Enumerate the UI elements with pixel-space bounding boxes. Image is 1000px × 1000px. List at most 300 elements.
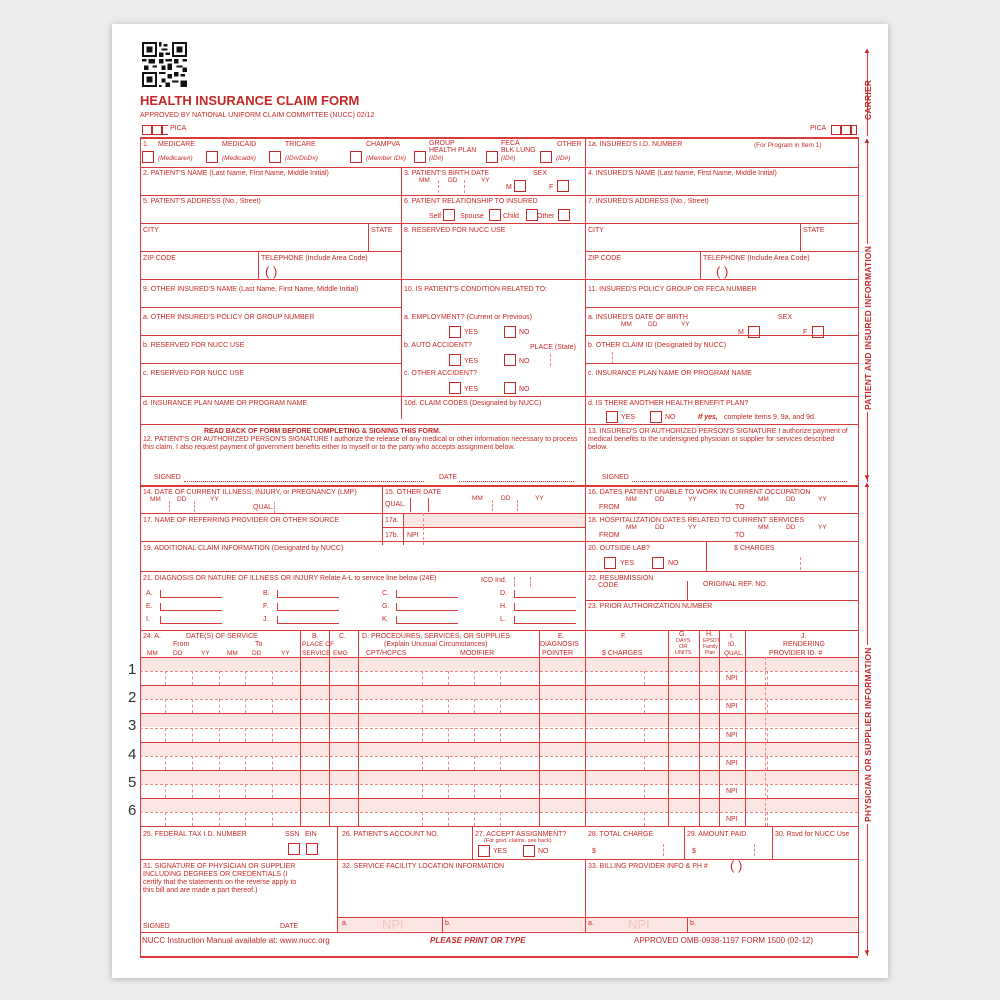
service-field-divider — [500, 812, 501, 826]
h24-d4: MODIFIER — [460, 650, 495, 657]
ein-label: EIN — [305, 831, 317, 838]
state7-label: STATE — [803, 227, 825, 234]
item11d-label: d. IS THERE ANOTHER HEALTH BENEFIT PLAN? — [588, 400, 749, 407]
service-date-divider — [219, 756, 220, 770]
service-date-divider — [165, 699, 166, 713]
service-line-number: 6 — [128, 802, 137, 819]
h24-b2: SERVICE — [302, 650, 331, 657]
pica-box-left-1[interactable] — [142, 125, 152, 135]
h24-d: D. PROCEDURES, SERVICES, OR SUPPLIES — [362, 633, 511, 640]
h24-f1: $ CHARGES — [602, 650, 643, 657]
item9a-label: a. OTHER INSURED'S POLICY OR GROUP NUMBER — [143, 314, 315, 321]
service-line-shaded[interactable] — [141, 658, 858, 671]
service-line-shaded[interactable] — [141, 799, 858, 812]
auto-no-label: NO — [519, 358, 530, 365]
medicaid-sub: (Medicaid#) — [222, 155, 256, 162]
service-date-divider — [219, 728, 220, 742]
diagnosis-letter: F. — [263, 603, 269, 610]
item3-sex: SEX — [533, 170, 548, 177]
service-date-divider — [165, 784, 166, 798]
item22-label: 22. RESUBMISSION — [588, 575, 654, 582]
item33-label: 33. BILLING PROVIDER INFO & PH # — [588, 863, 708, 870]
outside-lab-no-checkbox[interactable] — [652, 557, 664, 569]
employment-yes-checkbox[interactable] — [449, 326, 461, 338]
item32-a: a. — [342, 920, 348, 927]
spouse-checkbox[interactable] — [489, 209, 501, 221]
item9b-label: b. RESERVED FOR NUCC USE — [143, 342, 245, 349]
service-field-divider — [474, 756, 475, 770]
zip-label: ZIP CODE — [143, 255, 176, 262]
accept-no-label: NO — [538, 848, 549, 855]
other-plan-yes-checkbox[interactable] — [606, 411, 618, 423]
item22-code: CODE — [598, 582, 619, 589]
ssn-label: SSN — [285, 831, 300, 838]
item9-label: 9. OTHER INSURED'S NAME (Last Name, First Name, Middle Initial) — [143, 286, 359, 293]
other-sub: (ID#) — [556, 155, 571, 162]
service-date-divider — [245, 784, 246, 798]
h24-b: B. — [312, 633, 319, 640]
other-accident-yes-label: YES — [464, 386, 479, 393]
service-line-npi: NPI — [726, 731, 738, 739]
patient-side-label: PATIENT AND INSURED INFORMATION — [863, 245, 873, 410]
service-line-number: 1 — [128, 661, 137, 678]
service-field-divider — [500, 699, 501, 713]
h24-g2: OR — [679, 644, 688, 650]
service-date-divider — [245, 812, 246, 826]
insured-female-checkbox[interactable] — [812, 326, 824, 338]
telephone-label: TELEPHONE (Include Area Code) — [261, 255, 368, 262]
service-field-divider — [422, 671, 423, 685]
service-date-divider — [272, 671, 273, 685]
physician-arrow-bottom-icon: ▼ — [863, 948, 871, 957]
item33-a: a. — [588, 920, 594, 927]
diagnosis-letter: E. — [146, 603, 153, 610]
item18-mm1: MM — [626, 524, 637, 531]
champva-sub: (Member ID#) — [366, 155, 407, 162]
item9d-label: d. INSURANCE PLAN NAME OR PROGRAM NAME — [143, 400, 308, 407]
pica-box-left-2[interactable] — [152, 125, 162, 135]
service-date-divider — [272, 699, 273, 713]
h24-h3: Plan — [705, 650, 716, 656]
diagnosis-field[interactable] — [277, 597, 339, 598]
diagnosis-field[interactable] — [277, 610, 339, 611]
diagnosis-field-tick — [277, 616, 278, 623]
service-line-shaded[interactable] — [141, 743, 858, 756]
item11a-dd: DD — [648, 321, 658, 328]
item6-label: 6. PATIENT RELATIONSHIP TO INSURED — [404, 198, 538, 205]
service-field-divider — [422, 756, 423, 770]
item29-dollar: $ — [692, 848, 696, 855]
h24-b1: PLACE OF — [302, 641, 335, 648]
item1a-label: 1a. INSURED'S I.D. NUMBER — [588, 141, 683, 148]
service-date-divider — [219, 671, 220, 685]
diagnosis-field-tick — [396, 616, 397, 623]
h24-h1: EPSDT — [703, 638, 720, 644]
h24-d3: CPT/HCPCS — [366, 650, 407, 657]
telephone7-paren: ( ) — [716, 264, 729, 279]
diagnosis-letter: A. — [146, 590, 153, 597]
h24-e: E. — [558, 633, 565, 640]
other-plan-no-checkbox[interactable] — [650, 411, 662, 423]
item5-label: 5. PATIENT'S ADDRESS (No., Street) — [143, 198, 261, 205]
form-title: HEALTH INSURANCE CLAIM FORM — [140, 93, 360, 108]
service-date-divider — [272, 756, 273, 770]
service-field-divider — [422, 812, 423, 826]
h24-g1: DAYS — [676, 638, 691, 644]
zip7-label: ZIP CODE — [588, 255, 621, 262]
item17a-label: 17a. — [385, 517, 399, 524]
h24-g3: UNITS — [675, 650, 692, 656]
original-ref-label: ORIGINAL REF. NO. — [703, 581, 768, 588]
service-date-divider — [245, 728, 246, 742]
item9c-label: c. RESERVED FOR NUCC USE — [143, 370, 244, 377]
spouse-label: Spouse — [460, 213, 484, 220]
champva-label: CHAMPVA — [366, 141, 401, 148]
service-field-divider — [422, 728, 423, 742]
diagnosis-field-tick — [396, 590, 397, 597]
employment-yes-label: YES — [464, 329, 479, 336]
service-date-divider — [272, 812, 273, 826]
item18-dd1: DD — [655, 524, 665, 531]
h24-dd1: DD — [173, 650, 183, 657]
self-label: Self — [429, 213, 442, 220]
item31-text: 31. SIGNATURE OF PHYSICIAN OR SUPPLIER INCLUDING DEGREES OR CREDENTIALS (I certify that the statements on the reverse apply to this bill and are made a part thereof.) — [143, 863, 297, 894]
item16-mm2: MM — [758, 496, 769, 503]
carrier-arrow-top-icon: ▲ — [863, 46, 871, 55]
service-line-mid-rule — [140, 812, 858, 813]
telephone7-label: TELEPHONE (Include Area Code) — [703, 255, 810, 262]
service-field-divider — [448, 812, 449, 826]
h24-label: 24. A. — [143, 633, 161, 640]
item3-m-label: M — [506, 184, 512, 191]
pica-box-right-1[interactable] — [831, 125, 841, 135]
service-field-divider — [448, 784, 449, 798]
ssn-checkbox[interactable] — [288, 843, 300, 855]
h24-f: F. — [621, 633, 627, 640]
item32-b: b. — [445, 920, 451, 927]
service-date-divider — [245, 699, 246, 713]
service-field-divider — [644, 728, 645, 742]
service-date-divider — [272, 728, 273, 742]
h24-yy1: YY — [201, 650, 210, 657]
service-field-divider — [448, 699, 449, 713]
item3-f-label: F — [549, 184, 554, 191]
auto-yes-checkbox[interactable] — [449, 354, 461, 366]
footer-right: APPROVED OMB-0938-1197 FORM 1500 (02-12) — [634, 936, 814, 945]
medicaid-checkbox[interactable] — [206, 151, 218, 163]
diagnosis-field[interactable] — [396, 623, 458, 624]
pica-right-label: PICA — [810, 125, 827, 132]
service-date-divider — [192, 812, 193, 826]
self-checkbox[interactable] — [443, 209, 455, 221]
if-yes-rest: complete items 9, 9a, and 9d. — [724, 414, 816, 421]
carrier-side-label: CARRIER — [863, 79, 873, 120]
service-line-mid-rule — [140, 756, 858, 757]
h24-c: C. — [339, 633, 346, 640]
item10d-label: 10d. CLAIM CODES (Designated by NUCC) — [404, 400, 542, 407]
feca-checkbox[interactable] — [486, 151, 498, 163]
service-field-divider — [767, 671, 768, 685]
service-line-npi: NPI — [726, 703, 738, 711]
item11-label: 11. INSURED'S POLICY GROUP OR FECA NUMBER — [588, 286, 757, 293]
champva-checkbox[interactable] — [350, 151, 362, 163]
diagnosis-field[interactable] — [396, 597, 458, 598]
group-label: GROUP — [429, 140, 455, 147]
outside-lab-yes-label: YES — [620, 560, 635, 567]
h24-i1: ID. — [728, 641, 737, 648]
state-label: STATE — [371, 227, 393, 234]
h24-g: G. — [679, 631, 687, 638]
telephone-paren: ( ) — [265, 264, 278, 279]
item33-b: b. — [690, 920, 696, 927]
service-field-divider — [474, 812, 475, 826]
service-line-number: 5 — [128, 773, 137, 791]
service-field-divider — [422, 784, 423, 798]
service-date-divider — [272, 784, 273, 798]
feca-sub: (ID#) — [501, 155, 516, 162]
service-date-divider — [165, 728, 166, 742]
diagnosis-field-tick — [160, 616, 161, 623]
item16-mm1: MM — [626, 496, 637, 503]
item11a-m-label: M — [738, 329, 744, 336]
item10-label: 10. IS PATIENT'S CONDITION RELATED TO: — [404, 286, 548, 293]
item12-date-label: DATE — [439, 474, 458, 481]
diagnosis-field-tick — [160, 603, 161, 610]
service-line-shaded[interactable] — [141, 686, 858, 699]
outside-lab-yes-checkbox[interactable] — [604, 557, 616, 569]
diagnosis-field-tick — [514, 616, 515, 623]
group-checkbox[interactable] — [414, 151, 426, 163]
diagnosis-field[interactable] — [160, 610, 222, 611]
service-j-divider — [765, 657, 766, 826]
diagnosis-letter: C. — [382, 590, 389, 597]
item12-text: 12. PATIENT'S OR AUTHORIZED PERSON'S SIGNATURE I authorize the release of any medical or other information necessary to process this claim. I also request payment of government benefits either to myself or to the party who accepts assignment below. — [143, 436, 578, 451]
diagnosis-field[interactable] — [160, 623, 222, 624]
qr-code-icon — [142, 42, 187, 87]
other-rel-checkbox[interactable] — [558, 209, 570, 221]
group-label-2: HEALTH PLAN — [429, 147, 477, 154]
item17-label: 17. NAME OF REFERRING PROVIDER OR OTHER SOURCE — [143, 517, 340, 524]
item3-yy: YY — [481, 177, 490, 184]
item16-from: FROM — [599, 504, 620, 511]
service-field-divider — [500, 728, 501, 742]
service-line-npi: NPI — [726, 816, 738, 824]
diagnosis-letter: H. — [500, 603, 507, 610]
item18-yy1: YY — [688, 524, 697, 531]
service-field-divider — [448, 728, 449, 742]
diagnosis-letter: I. — [146, 616, 150, 623]
item3-dd: DD — [448, 177, 458, 184]
h24-j2: PROVIDER ID. # — [769, 650, 823, 657]
item12-signed-label: SIGNED — [154, 474, 181, 481]
item23-label: 23. PRIOR AUTHORIZATION NUMBER — [588, 603, 713, 610]
item18-label: 18. HOSPITALIZATION DATES RELATED TO CURRENT SERVICES — [588, 517, 805, 524]
item33-npi: NPI — [628, 917, 650, 932]
item16-label: 16. DATES PATIENT UNABLE TO WORK IN CURRENT OCCUPATION — [588, 489, 811, 496]
city-label: CITY — [143, 227, 159, 234]
item11a-yy: YY — [681, 321, 690, 328]
item16-dd1: DD — [655, 496, 665, 503]
accept-no-checkbox[interactable] — [523, 845, 535, 857]
item14-dd: DD — [177, 496, 187, 503]
diagnosis-field-tick — [277, 603, 278, 610]
service-line-mid-rule — [140, 699, 858, 700]
patient-arrow-bottom-icon: ▼ — [863, 473, 871, 482]
diagnosis-field[interactable] — [277, 623, 339, 624]
approved-by-text: APPROVED BY NATIONAL UNIFORM CLAIM COMMITTEE (NUCC) 02/12 — [140, 112, 375, 119]
item18-to: TO — [735, 532, 745, 539]
city7-label: CITY — [588, 227, 604, 234]
item7-label: 7. INSURED'S ADDRESS (No., Street) — [588, 198, 709, 205]
diagnosis-field[interactable] — [514, 623, 576, 624]
item21-label: 21. DIAGNOSIS OR NATURE OF ILLNESS OR INJURY Relate A-L to service line below (24E) — [143, 575, 437, 582]
tricare-checkbox[interactable] — [269, 151, 281, 163]
item15-mm: MM — [472, 495, 483, 502]
diagnosis-letter: L. — [500, 616, 506, 623]
physician-side-label: PHYSICIAN OR SUPPLIER INFORMATION — [863, 647, 873, 822]
h24-j: J. — [801, 633, 807, 640]
item18-yy2: YY — [818, 524, 827, 531]
diagnosis-field[interactable] — [514, 597, 576, 598]
footer-left: NUCC Instruction Manual available at: www.nucc.org — [142, 936, 330, 945]
service-field-divider — [500, 671, 501, 685]
service-line-npi: NPI — [726, 787, 738, 795]
h24-e1: DIAGNOSIS — [540, 641, 579, 648]
service-line-number: 2 — [128, 689, 137, 707]
service-date-divider — [219, 812, 220, 826]
h24-mm1: MM — [147, 650, 158, 657]
employment-no-label: NO — [519, 329, 530, 336]
insured-male-checkbox[interactable] — [748, 326, 760, 338]
group-sub: (ID#) — [429, 155, 444, 162]
service-date-divider — [192, 728, 193, 742]
service-line-shaded[interactable] — [141, 771, 858, 784]
service-date-divider — [245, 671, 246, 685]
item18-from: FROM — [599, 532, 620, 539]
h24-mm2: MM — [227, 650, 238, 657]
item8-label: 8. RESERVED FOR NUCC USE — [404, 227, 506, 234]
item13-text: 13. INSURED'S OR AUTHORIZED PERSON'S SIGNATURE I authorize payment of medical benefits to the undersigned physician or supplier for services described below. — [588, 428, 848, 451]
accept-yes-label: YES — [493, 848, 508, 855]
claim-form-sheet — [112, 24, 888, 978]
item14-mm: MM — [150, 496, 161, 503]
other-accident-no-checkbox[interactable] — [504, 382, 516, 394]
pica-box-left-3[interactable] — [162, 125, 168, 135]
accept-yes-checkbox[interactable] — [478, 845, 490, 857]
feca-label-2: BLK LUNG — [501, 147, 536, 154]
service-field-divider — [448, 671, 449, 685]
diagnosis-letter: J. — [263, 616, 269, 623]
diagnosis-letter: B. — [263, 590, 270, 597]
other-plan-no-label: NO — [665, 414, 676, 421]
h24-c1: EMG — [333, 650, 348, 657]
diagnosis-field[interactable] — [160, 597, 222, 598]
item15-dd: DD — [501, 495, 511, 502]
footer-center: PLEASE PRINT OR TYPE — [430, 936, 526, 945]
service-date-divider — [192, 784, 193, 798]
h24-h: H. — [706, 631, 713, 638]
diagnosis-field-tick — [160, 590, 161, 597]
item17b-label: 17b. — [385, 532, 399, 539]
icd-ind-label: ICD Ind. — [481, 577, 507, 584]
item28-label: 28. TOTAL CHARGE — [588, 831, 654, 838]
service-field-divider — [644, 699, 645, 713]
service-field-divider — [644, 784, 645, 798]
service-field-divider — [474, 671, 475, 685]
item16-yy2: YY — [818, 496, 827, 503]
medicare-sub: (Medicare#) — [158, 155, 193, 162]
patient-male-checkbox[interactable] — [514, 180, 526, 192]
child-label: Child — [503, 213, 519, 220]
h24-d2: (Explain Unusual Circumstances) — [384, 641, 488, 648]
medicare-label: MEDICARE — [158, 141, 195, 148]
item11c-label: c. INSURANCE PLAN NAME OR PROGRAM NAME — [588, 370, 752, 377]
item29-label: 29. AMOUNT PAID — [687, 831, 747, 838]
h24-j1: RENDERING — [783, 641, 826, 648]
service-line-mid-rule — [140, 784, 858, 785]
service-field-divider — [500, 784, 501, 798]
diagnosis-field[interactable] — [514, 610, 576, 611]
h24-from: From — [173, 641, 190, 648]
service-date-divider — [165, 671, 166, 685]
item4-label: 4. INSURED'S NAME (Last Name, First Name, Middle Initial) — [588, 170, 777, 177]
item15-label: 15. OTHER DATE — [385, 489, 442, 496]
service-date-divider — [165, 812, 166, 826]
service-date-divider — [219, 699, 220, 713]
patient-arrow-top-icon: ▲ — [863, 136, 871, 145]
patient-female-checkbox[interactable] — [557, 180, 569, 192]
pica-left-label: PICA — [170, 125, 187, 132]
item11a-label: a. INSURED'S DATE OF BIRTH — [588, 314, 688, 321]
ein-checkbox[interactable] — [306, 843, 318, 855]
auto-no-checkbox[interactable] — [504, 354, 516, 366]
feca-label: FECA — [501, 140, 520, 147]
diagnosis-letter: G. — [382, 603, 390, 610]
pica-box-right-3[interactable] — [851, 125, 857, 135]
service-date-divider — [219, 784, 220, 798]
service-date-divider — [192, 671, 193, 685]
service-line-mid-rule — [140, 671, 858, 672]
service-field-divider — [767, 728, 768, 742]
item1-number: 1. — [143, 141, 149, 148]
diagnosis-field[interactable] — [396, 610, 458, 611]
pica-box-right-2[interactable] — [841, 125, 851, 135]
tricare-sub: (ID#/DoD#) — [285, 155, 318, 162]
item16-yy1: YY — [688, 496, 697, 503]
diagnosis-field-tick — [277, 590, 278, 597]
outside-lab-no-label: NO — [668, 560, 679, 567]
other-checkbox[interactable] — [540, 151, 552, 163]
item10a-label: a. EMPLOYMENT? (Current or Previous) — [404, 314, 532, 321]
item15-qual: QUAL. — [385, 501, 407, 508]
service-line-npi: NPI — [726, 675, 738, 683]
medicare-checkbox[interactable] — [142, 151, 154, 163]
employment-no-checkbox[interactable] — [504, 326, 516, 338]
item20-label: 20. OUTSIDE LAB? — [588, 545, 650, 552]
service-field-divider — [767, 699, 768, 713]
item14-qual: QUAL. — [253, 504, 275, 511]
service-field-divider — [644, 756, 645, 770]
item16-dd2: DD — [786, 496, 796, 503]
item1a-note: (For Program in Item 1) — [754, 142, 822, 149]
read-back-text: READ BACK OF FORM BEFORE COMPLETING & SIGNING THIS FORM. — [204, 428, 441, 435]
service-field-divider — [422, 699, 423, 713]
item19-label: 19. ADDITIONAL CLAIM INFORMATION (Designated by NUCC) — [143, 545, 344, 552]
diagnosis-letter: K. — [382, 616, 389, 623]
item14-yy: YY — [210, 496, 219, 503]
other-accident-yes-checkbox[interactable] — [449, 382, 461, 394]
service-line-shaded[interactable] — [141, 714, 858, 727]
